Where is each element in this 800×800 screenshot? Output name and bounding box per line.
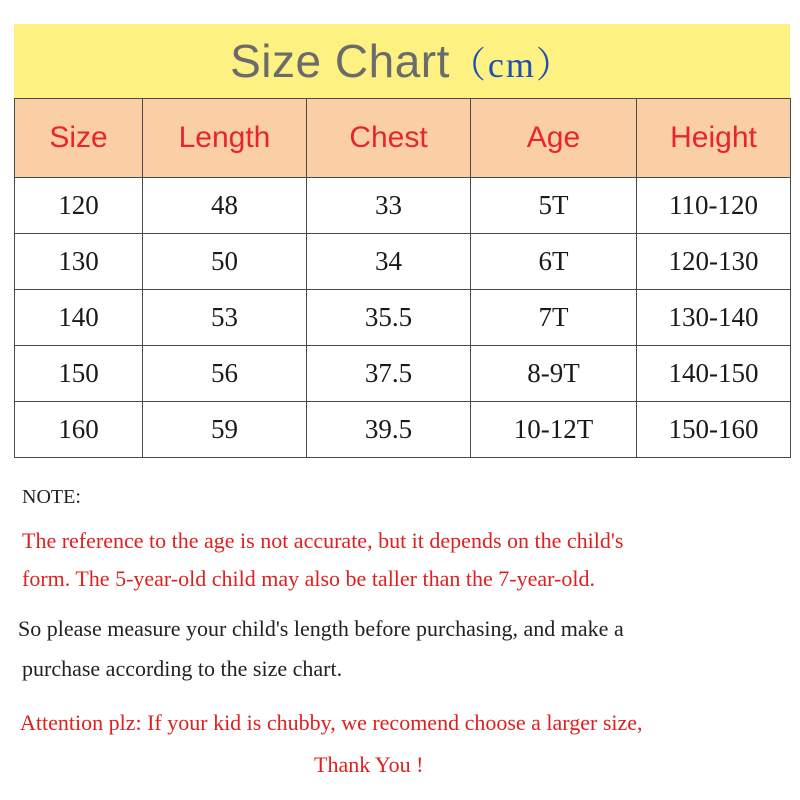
cell-height: 110-120: [637, 178, 791, 234]
measure-note-line1: So please measure your child's length before purchasing, and make a: [18, 616, 624, 641]
table-row: [15, 402, 791, 458]
cell-size: 160: [15, 402, 143, 458]
cell-height: 120-130: [637, 234, 791, 290]
header-size: Size: [15, 99, 143, 178]
cell-size: 130: [15, 234, 143, 290]
cell-age: 5T: [471, 178, 637, 234]
size-chart-table: [14, 98, 791, 458]
cell-size: 140: [15, 290, 143, 346]
cell-height: 150-160: [637, 402, 791, 458]
cell-length: 48: [143, 178, 307, 234]
table-row: [15, 178, 791, 234]
cell-size: 120: [15, 178, 143, 234]
header-length: Length: [143, 99, 307, 178]
table-row: [15, 234, 791, 290]
header-chest: Chest: [307, 99, 471, 178]
cell-length: 59: [143, 402, 307, 458]
measure-note-line2: purchase according to the size chart.: [22, 656, 343, 681]
title-banner: [14, 24, 790, 98]
cell-chest: 35.5: [307, 290, 471, 346]
header-height: Height: [637, 99, 791, 178]
header-age: Age: [471, 99, 637, 178]
age-accuracy-note-line1: The reference to the age is not accurate, but it depends on the child's: [22, 528, 624, 553]
table-row: [15, 346, 791, 402]
table-row: [15, 290, 791, 346]
cell-age: 10-12T: [471, 402, 637, 458]
cell-height: 130-140: [637, 290, 791, 346]
cell-chest: 37.5: [307, 346, 471, 402]
cell-age: 8-9T: [471, 346, 637, 402]
cell-chest: 39.5: [307, 402, 471, 458]
cell-size: 150: [15, 346, 143, 402]
cell-chest: 33: [307, 178, 471, 234]
table-header-row: [15, 99, 791, 178]
cell-age: 7T: [471, 290, 637, 346]
cell-length: 50: [143, 234, 307, 290]
note-heading: NOTE:: [22, 486, 81, 508]
cell-height: 140-150: [637, 346, 791, 402]
cell-length: 56: [143, 346, 307, 402]
attention-note: Attention plz: If your kid is chubby, we recomend choose a larger size,: [20, 710, 643, 735]
thank-you-note: Thank You !: [314, 752, 424, 777]
cell-length: 53: [143, 290, 307, 346]
age-accuracy-note-line2: form. The 5-year-old child may also be taller than the 7-year-old.: [22, 566, 595, 591]
cell-chest: 34: [307, 234, 471, 290]
cell-age: 6T: [471, 234, 637, 290]
page-title: Size Chart: [230, 35, 450, 87]
unit-label: （cm）: [449, 45, 574, 85]
